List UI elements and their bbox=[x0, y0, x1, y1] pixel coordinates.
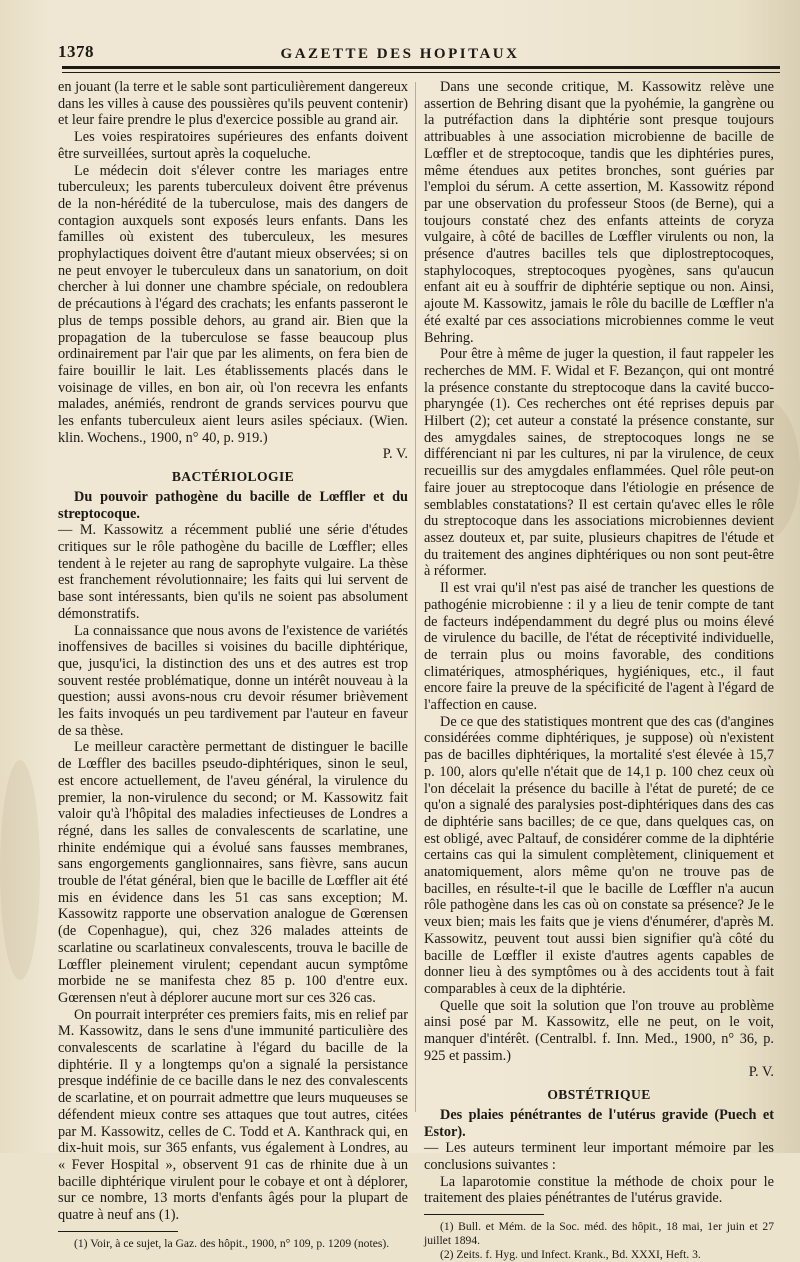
paragraph: La laparotomie constitue la méthode de choix pour le traitement des plaies pénétrantes de l'utérus gravide. bbox=[424, 1173, 774, 1207]
signature: P. V. bbox=[748, 1064, 774, 1081]
paragraph: Le médecin doit s'élever contre les mariages entre tuberculeux; les parents tuberculeux doivent être prévenus de la non-hérédité de la tuberculose, mais des dangers de contagion auxquels sont exposés leurs enfants. Dans les familles où existent des tuberculeux, les mesures prophylactiques doivent être d'autant mieux observées; si on ne peut envoyer le tuberculeux dans un sanatorium, on doit chercher à lui donner une chambre spéciale, on redoublera de précautions à l'égard des crachats; les enfants passeront le plus de temps possible dehors, au grand air. Bien que la propagation de la tuberculose se fasse beaucoup plus ordinairement par l'air que par les aliments, on fera bien de faire bouillir le lait. Les établissements placés dans le voisinage de villes, en bon air, où l'on recevra les enfants malades, anémiés, rendront de grands services pourvu que les enfants tuberculeux aient leurs asiles spéciaux. (Wien. klin. Wochens., 1900, n° 40, p. 919.) bbox=[58, 162, 408, 446]
page-number: 1378 bbox=[58, 42, 94, 61]
paragraph: Le meilleur caractère permettant de distinguer le bacille de Lœffler des bacilles pseudo-diphtériques, sinon le seul, est encore actuellement, de l'aveu général, la virulence du premier, la non-virulence du second; or M. Kassowitz fait valoir qu'à l'hôpital des maladies infectieuses de Londres a régné, dans les salles de convalescents de scarlatine, une rhinite endémique qui a évolué sans fausses membranes, sans engorgements ganglionnaires, sans fièvre, sans aucun trouble de l'état général, bien que le bacille de Lœffler ait été mis en évidence dans les 51 cas sans exception; M. Kassowitz rapporte une observation analogue de Gœrensen (de Copenhague), qui, chez 326 malades atteints de scarlatine ou scarlatineux convalescents, trouva le bacille de Lœffler pleinement virulent; cependant aucun symptôme morbide ne se manifesta chez 85 p. 100 d'entre eux. Gœrensen n'eut à déplorer aucune mort sur ces 326 cas. bbox=[58, 739, 408, 1006]
paragraph: Quelle que soit la solution que l'on trouve au problème ainsi posé par M. Kassowitz, elle ne peut, on le voit, manquer d'intérêt. (Centralbl. f. Inn. Med., 1900, n° 36, p. 925 et passim.) bbox=[424, 997, 774, 1064]
footnote: (1) Bull. et Mém. de la Soc. méd. des hôpit., 18 mai, 1er juin et 27 juillet 1894. bbox=[424, 1220, 774, 1248]
paragraph: De ce que des statistiques montrent que des cas (d'angines considérées comme diphtériques, je suppose) où n'existent pas de bacilles diphtériques, la mortalité s'est élevée à 15,7 p. 100, alors qu'elle n'était que de 14,1 p. 100 chez ceux où l'on décelait la présence du bacille à l'état de pureté; de ce qu'on a signalé des paralysies post-diphtériques dans des cas de diphtérie sans bacilles; de ce que, dans quelques cas, on est obligé, avec Paltauf, de considérer comme de la diphtérie certains cas qui la simulent complètement, cliniquement et anatomiquement, alors même qu'on ne trouve pas de bacilles, en résulte-t-il que le bacille de Lœffler n'a aucun rôle pathogène dans les cas où on constate sa présence? Je le veux bien; mais les faits que je viens d'énumérer, d'après M. Kassowitz, peuvent tout aussi bien signifier qu'à côté du bacille de Lœffler il existe d'autres agents capables de donner lieu à des symptômes ou à des accidents tout à fait comparables à ceux de la diphtérie. bbox=[424, 713, 774, 997]
section-heading: BACTÉRIOLOGIE bbox=[171, 469, 295, 485]
header-rule-thin bbox=[62, 72, 780, 73]
paragraph: La connaissance que nous avons de l'existence de variétés inoffensives de bacilles si voisines du bacille diphtérique, que, jusqu'ici, la distinction des uns et des autres est trop souvent restée problématique, donne un intérêt nouveau à la question; aussi avons-nous cru devoir résumer brièvement les faits invoqués un peu tardivement par l'auteur en faveur de sa thèse. bbox=[58, 622, 408, 739]
signature: P. V. bbox=[382, 446, 408, 463]
footnote-rule bbox=[58, 1231, 178, 1232]
left-column bbox=[58, 79, 408, 1251]
paragraph: Il est vrai qu'il n'est pas aisé de trancher les questions de pathogénie microbienne : il y a lieu de tenir compte de tant de facteurs indépendamment du degré plus ou moins élevé de virulence du bacille, de l'état de réceptivité individuelle, de terrain plus ou moins favorable, des conditions climatériques, atmosphériques, hygiéniques, etc., il faut encore faire la preuve de la spécificité de l'agent à l'égard de l'affection en cause. bbox=[424, 580, 774, 714]
header-rule-thick bbox=[62, 66, 780, 69]
paragraph: On pourrait interpréter ces premiers faits, mis en relief par M. Kassowitz, dans le sens d'une immunité particulière des convalescents de scarlatine à l'égard du bacille de la diphtérie. Il y a longtemps qu'on a signalé la persistance presque indéfinie de ce bacille dans le nez des convalescents de scarlatine, et on pourrait admettre que leurs muqueuses se défendent mieux contre ses attaques que tout autres, citées par M. Kassowitz, celles de C. Todd et A. Kanthrack qui, en dix-huit mois, sur 365 enfants, vus également à Londres, au « Fever Hospital », observent 91 cas de rhinite due à un bacille diphtérique virulent pour le cobaye et ont à déplorer, sur ce nombre, 13 morts d'enfants âgés pour la plupart de quatre à neuf ans (1). bbox=[58, 1006, 408, 1224]
paragraph: en jouant (la terre et le sable sont particulièrement dangereux dans les villes à cause des poussières qu'ils peuvent contenir) et leur faire prendre le plus d'exercice possible au grand air. bbox=[58, 79, 408, 129]
paragraph: Dans une seconde critique, M. Kassowitz relève une assertion de Behring disant que la pyohémie, la gangrène ou la putréfaction dans la diphtérie sont presque toujours attribuables à une association microbienne de bacille de Lœffler et de streptocoque, tandis que les diphtéries pures, même étendues aux petites bronches, sont guéries par l'emploi du sérum. A cette assertion, M. Kassowitz répond par une observation du professeur Stoos (de Berne), qui a toujours constaté chez des enfants atteints de coryza vulgaire, à côté de bacilles de Lœffler virulents ou non, la présence d'autres bacilles tels que diplostreptocoques, staphylocoques, streptocoques pyogènes, sans qu'aucun enfant ait eu à souffrir de diphtérie septique ou non. Ainsi, ajoute M. Kassowitz, jamais le rôle du bacille de Lœffler n'a été exalté par ces associations microbiennes comme le veut Behring. bbox=[424, 79, 774, 346]
paragraph: Les voies respiratoires supérieures des enfants doivent être surveillées, surtout après la coqueluche. bbox=[58, 129, 408, 162]
article-title: Des plaies pénétrantes de l'utérus gravide (Puech et Estor). bbox=[424, 1106, 774, 1140]
paragraph: — Les auteurs terminent leur important mémoire par les conclusions suivantes : bbox=[424, 1140, 774, 1173]
right-column bbox=[424, 79, 774, 1262]
paragraph: Pour être à même de juger la question, il faut rappeler les recherches de MM. F. Widal et F. Bezançon, qui ont montré la présence constante du streptocoque dans la cavité bucco-pharyngée (1). Ces recherches ont été reprises depuis par Hilbert (2); cet auteur a constaté la présence constante, sur des amygdales saines, de streptocoques longs ne se différenciant ni par les cultures, ni par la virulence, de ceux recueillis sur des amygdales enflammées. Quel rôle peut-on faire jouer au streptocoque dans l'étiologie en présence de semblables constatations? Il est certain qu'avec elles le rôle du streptocoque dans les associations microbiennes devient assez douteux et, par suite, plusieurs chapitres de l'étude et du traitement des angines diphtériques ou non sont peut-être à réformer. bbox=[424, 346, 774, 580]
article-title: Du pouvoir pathogène du bacille de Lœffler et du streptocoque. bbox=[58, 488, 408, 522]
journal-title: GAZETTE DES HOPITAUX bbox=[280, 46, 520, 62]
footnote-rule bbox=[424, 1214, 544, 1215]
section-heading: OBSTÉTRIQUE bbox=[547, 1087, 651, 1103]
paragraph: — M. Kassowitz a récemment publié une série d'études critiques sur le rôle pathogène du bacille de Lœffler; elles tendent à le rejeter au rang de saprophyte vulgaire. La thèse est franchement révolutionnaire; les faits qui lui servent de base sont intéressants, bien qu'ils ne soient pas absolument démonstratifs. bbox=[58, 522, 408, 622]
footnote: (1) Voir, à ce sujet, la Gaz. des hôpit., 1900, n° 109, p. 1209 (notes). bbox=[74, 1236, 390, 1250]
footnote: (2) Zeits. f. Hyg. und Infect. Krank., Bd. XXXI, Heft. 3. bbox=[440, 1248, 701, 1262]
column-divider bbox=[415, 82, 416, 1112]
paper-stain bbox=[0, 760, 40, 980]
